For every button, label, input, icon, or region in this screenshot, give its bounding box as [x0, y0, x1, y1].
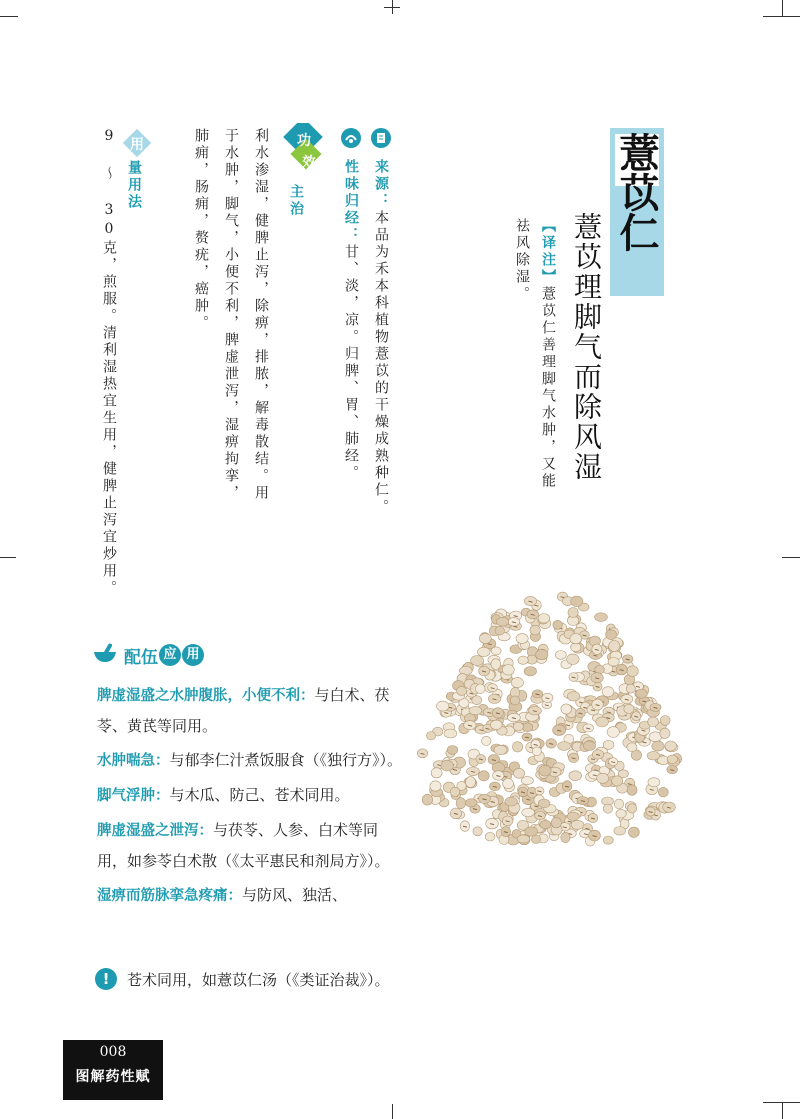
seed-grain — [551, 818, 561, 828]
herb-title: 薏苡仁 — [613, 132, 660, 252]
application-key: 湿痹而筋脉挛急疼痛： — [97, 888, 242, 904]
application-text: 与郁李仁汁煮饭服食（《独行方》）。 — [169, 751, 403, 769]
efficacy-badge-char1: 功 — [297, 133, 311, 149]
application-key: 脾虚湿盛之水肿腹胀，小便不利： — [97, 688, 315, 704]
seed-grain — [513, 742, 523, 752]
seed-grain — [518, 656, 528, 664]
applications-heading-circle1: 应 — [159, 644, 181, 666]
seed-grain — [648, 717, 659, 727]
seed-grain — [466, 777, 476, 788]
application-item — [97, 815, 407, 876]
nature-label: 性味归经： — [343, 159, 359, 244]
seed-grain — [522, 808, 535, 817]
seed-grain — [567, 692, 580, 701]
page-number: 008 — [99, 1044, 127, 1060]
seed-grain — [602, 687, 614, 697]
seed-grain — [503, 779, 514, 789]
seed-grain — [457, 687, 467, 696]
seed-grain — [627, 666, 638, 677]
taste-icon — [341, 128, 361, 159]
seed-grain — [614, 827, 626, 836]
seed-grain — [626, 684, 635, 693]
crop-mark — [782, 1102, 783, 1119]
seed-grain — [569, 771, 582, 781]
seed-grain — [629, 827, 640, 837]
crop-mark — [782, 557, 800, 558]
efficacy-label: 主治 — [288, 184, 304, 218]
seed-grain — [567, 654, 579, 665]
seed-grain — [571, 820, 584, 829]
seed-grain — [536, 649, 548, 659]
seed-grain — [561, 832, 570, 842]
seed-grain — [431, 768, 442, 778]
page-footer — [63, 1040, 163, 1100]
seed-grain — [471, 656, 484, 666]
seed-grain — [479, 633, 491, 643]
seed-grain — [612, 776, 623, 786]
seed-grain — [494, 745, 507, 754]
seed-grain — [538, 799, 550, 808]
seed-grain — [496, 617, 508, 626]
seed-grain — [521, 777, 533, 785]
seed-grain — [561, 704, 572, 714]
application-item — [97, 745, 407, 776]
seed-grain — [517, 835, 530, 843]
seed-grain — [447, 746, 458, 755]
seed-grain — [450, 787, 460, 796]
seed-grain — [606, 630, 617, 640]
seed-grain — [444, 729, 457, 738]
application-text: 与茯苓、人参、白术等同用，如参苓白术散（《太平惠民和剂局方》）。 — [97, 821, 390, 870]
book-title: 图解药性赋 — [75, 1069, 151, 1085]
seed-grain — [609, 641, 620, 652]
seed-grain — [624, 704, 634, 713]
seed-grain — [567, 812, 579, 820]
seed-grain — [505, 797, 517, 806]
application-text: 与白术、茯苓、黄芪等同用。 — [97, 686, 390, 735]
seed-grain — [603, 740, 614, 749]
seed-grain — [510, 696, 519, 705]
source-text: 本品为禾本科植物薏苡的干燥成熟种仁。 — [373, 210, 389, 516]
efficacy-badge-char2: 效 — [302, 155, 316, 170]
seed-grain — [456, 798, 466, 809]
seed-grain — [571, 596, 583, 607]
seed-grain — [540, 820, 551, 828]
seed-grain — [430, 781, 441, 791]
seed-grain — [608, 658, 619, 667]
seed-grain — [555, 651, 566, 660]
applications-heading — [92, 640, 204, 670]
annotation-tag: 【译注】 — [540, 218, 556, 286]
application-text: 与木瓜、防己、苍术同用。 — [169, 786, 350, 804]
seed-grain — [652, 741, 664, 751]
seed-grain — [627, 743, 637, 752]
seed-grain — [473, 827, 482, 836]
seed-grain — [441, 760, 453, 771]
annotation-text: 薏苡仁善理脚气水肿，又能 — [540, 286, 556, 490]
crop-mark — [782, 0, 783, 16]
seed-grain — [665, 741, 676, 751]
seed-grain — [597, 773, 609, 783]
seed-grain — [614, 799, 623, 809]
seed-grain — [511, 678, 523, 688]
crop-mark — [0, 16, 18, 17]
seed-grain — [532, 747, 541, 756]
exclamation-icon: ! — [95, 968, 117, 990]
source-label: 来源： — [373, 159, 389, 210]
seed-grain — [491, 659, 501, 670]
applications-continued-text: 苍术同用，如薏苡仁汤（《类证治裁》）。 — [127, 970, 390, 989]
seed-grain — [568, 608, 578, 618]
seed-grain — [490, 720, 502, 729]
nature-column — [336, 128, 366, 482]
application-key: 水肿喘急： — [97, 753, 170, 769]
seed-grain — [667, 755, 677, 763]
seed-grain — [485, 832, 495, 841]
seed-grain — [570, 634, 582, 644]
seed-grain — [603, 804, 612, 813]
applications-continued — [95, 968, 390, 990]
seed-grain — [427, 732, 436, 740]
seed-grain — [553, 620, 563, 629]
seed-grain — [516, 634, 528, 644]
seed-grain — [603, 836, 613, 844]
seed-grain — [583, 741, 595, 751]
seed-grain — [530, 625, 540, 635]
source-column — [366, 128, 396, 516]
seed-grain — [539, 765, 551, 776]
seed-grain — [538, 614, 550, 624]
herb-subtitle: 薏苡理脚气而除风湿 — [570, 212, 603, 482]
seed-grain — [558, 742, 571, 751]
seed-grain — [627, 785, 637, 796]
crop-mark — [0, 557, 16, 558]
seed-grain — [658, 787, 668, 797]
seed-grain — [647, 751, 660, 760]
seed-grain — [525, 827, 538, 836]
mortar-icon — [92, 642, 118, 668]
seed-grain — [502, 665, 514, 676]
seed-grain — [648, 778, 660, 787]
seed-grain — [636, 689, 648, 698]
seed-grain — [469, 706, 482, 714]
seed-grain — [596, 717, 609, 727]
seed-grain — [595, 613, 608, 622]
seed-grain — [522, 723, 532, 732]
crop-mark — [763, 16, 800, 17]
application-item — [97, 780, 407, 811]
application-key: 脚气浮肿： — [97, 788, 170, 804]
seed-grain — [513, 768, 524, 778]
applications-heading-text: 配伍 — [124, 647, 158, 668]
annotation-line1 — [534, 218, 562, 490]
seed-grain — [437, 701, 449, 711]
seed-grain — [513, 722, 523, 731]
efficacy-line3: 肺痈，肠痈，赘疣，癌肿。 — [193, 128, 209, 332]
coix-seeds-image — [405, 588, 695, 880]
annotation-line2: 祛风除湿。 — [514, 218, 530, 303]
application-item — [97, 880, 407, 911]
seed-grain — [476, 684, 486, 694]
seed-grain — [495, 626, 504, 635]
book-icon — [371, 128, 391, 159]
seed-grain — [607, 727, 619, 738]
efficacy-line1: 利水渗湿，健脾止泻，除痹，排脓，解毒散结。用 — [253, 128, 269, 502]
efficacy-line2: 于水肿，脚气，小便不利，脾虚泄泻，湿痹拘挛， — [223, 128, 239, 502]
seed-grain — [628, 804, 637, 813]
seed-grain — [660, 728, 670, 738]
seed-grain — [616, 809, 626, 818]
seed-grain — [478, 647, 491, 656]
seed-grain — [660, 716, 670, 726]
application-item — [97, 680, 407, 741]
seed-grain — [422, 794, 432, 805]
crop-mark — [392, 1104, 393, 1119]
dosage-text: 9 ～ 30克，煎服。清利湿热宜生用，健脾止泻宜炒用。 — [101, 128, 117, 597]
seed-grain — [478, 771, 489, 781]
nature-text: 甘、淡，凉。归脾、胃、肺经。 — [343, 244, 359, 482]
application-key: 脾虚湿盛之泄泻： — [97, 823, 213, 839]
seed-grain — [482, 736, 491, 745]
crop-mark — [384, 7, 400, 8]
application-text: 与防风、独活、 — [242, 886, 348, 904]
seed-grain — [524, 667, 536, 676]
seed-grain — [491, 647, 501, 655]
seed-grain — [465, 799, 477, 807]
applications-heading-circle2: 用 — [182, 644, 204, 666]
dosage-label: 量用法 — [126, 160, 142, 211]
dosage-badge-char: 用 — [130, 137, 144, 153]
applications-list — [97, 680, 407, 911]
